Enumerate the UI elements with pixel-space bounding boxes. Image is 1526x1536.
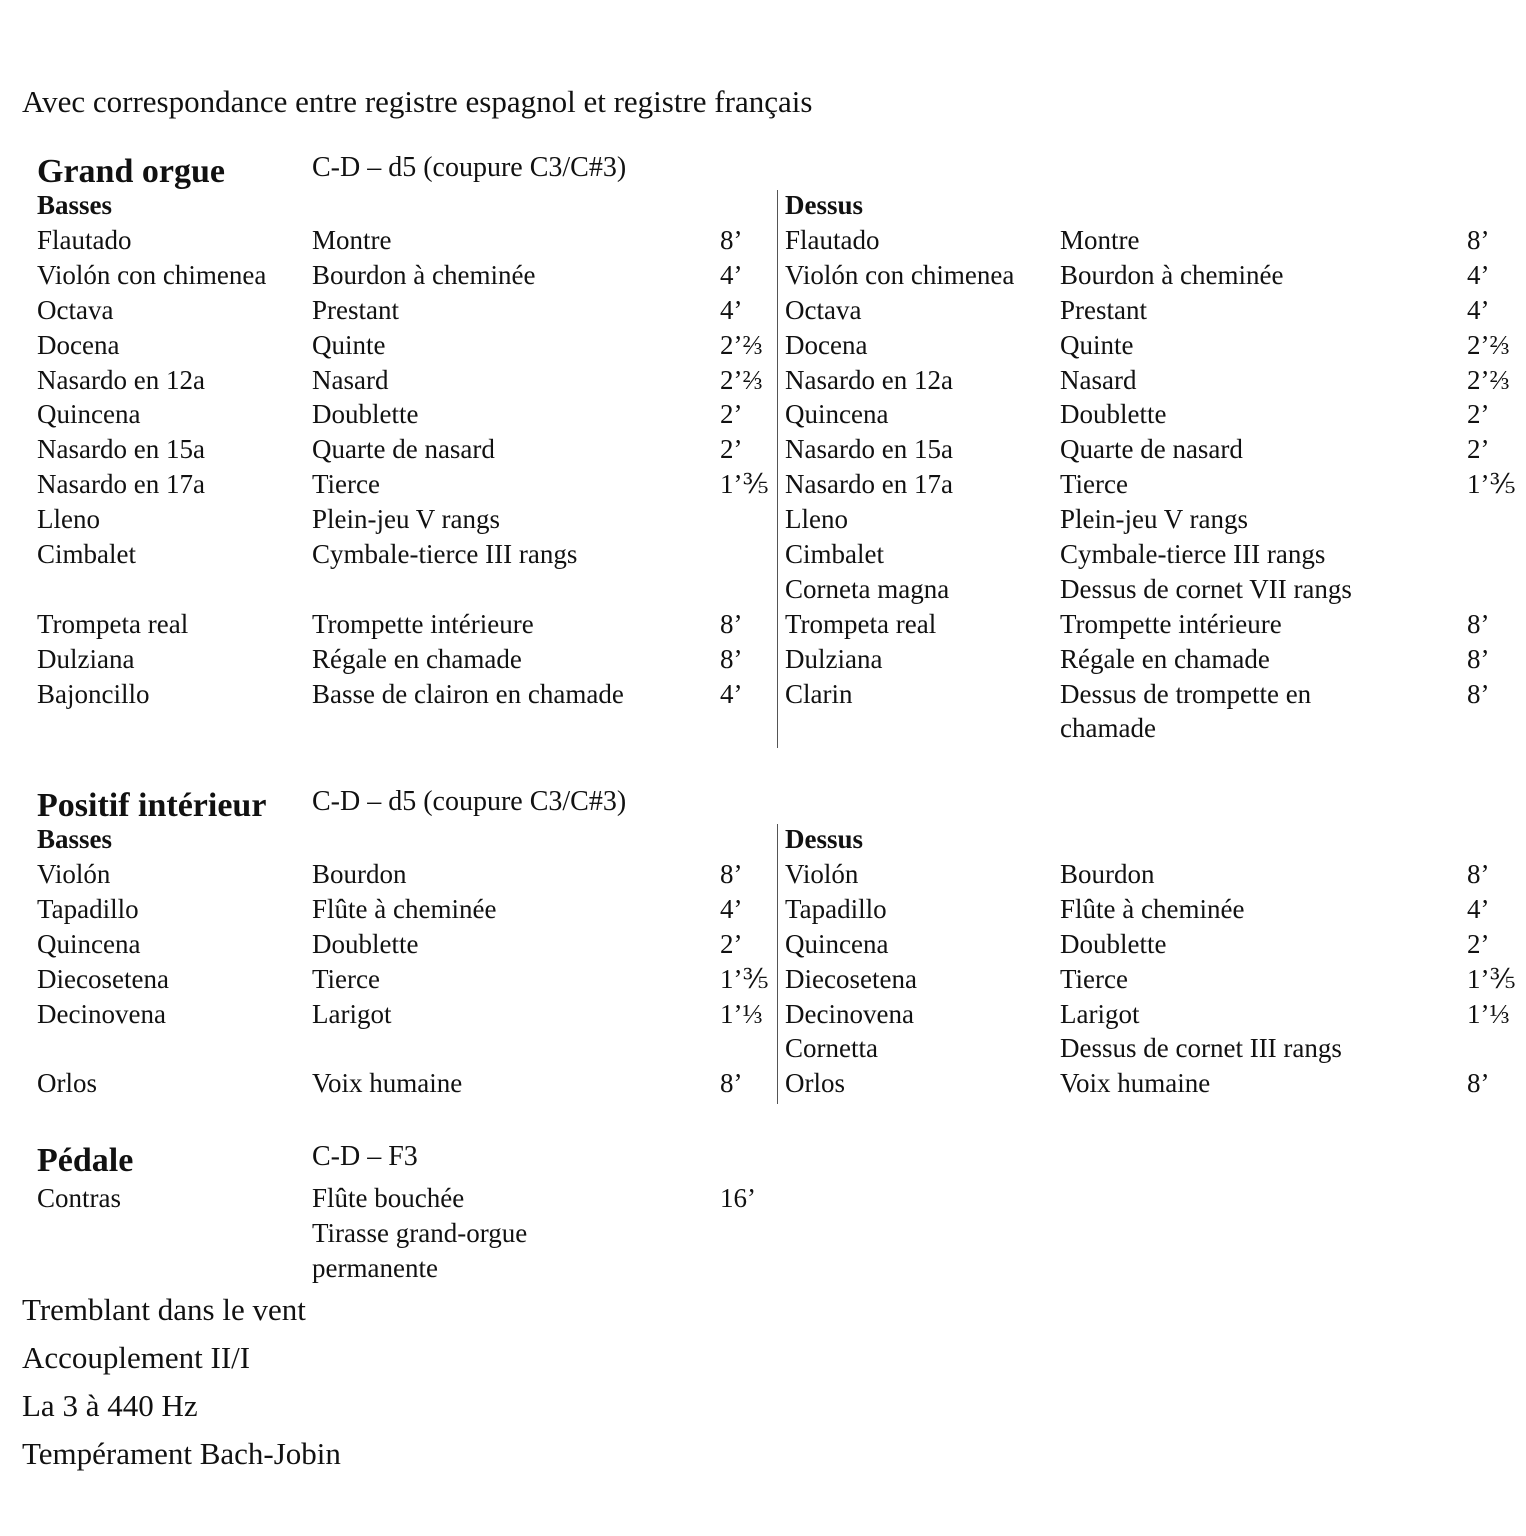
- french-stop-name: Bourdon à cheminée: [1060, 259, 1284, 290]
- spanish-stop-name: Nasardo en 17a: [37, 469, 205, 500]
- stop-row: [37, 1181, 767, 1216]
- stop-footage: 2’⅔: [720, 364, 763, 395]
- french-stop-name: Quinte: [312, 329, 386, 360]
- stop-row: [785, 892, 1525, 927]
- french-stop-name: Tierce: [1060, 469, 1128, 500]
- spanish-stop-name: Cimbalet: [785, 539, 884, 570]
- french-stop-name: Basse de clairon en chamade: [312, 678, 624, 709]
- dessus-heading: Dessus: [785, 824, 864, 854]
- stop-footage: 2’⅔: [1467, 364, 1510, 395]
- stop-row: [37, 1031, 767, 1066]
- french-stop-name: Cymbale-tierce III rangs: [312, 539, 578, 570]
- spanish-stop-name: Lleno: [785, 504, 848, 535]
- french-stop-name: Tierce: [312, 963, 380, 994]
- stop-row: [785, 1066, 1525, 1101]
- pedale-stops: [37, 1181, 767, 1286]
- stop-row: [785, 258, 1525, 293]
- stop-footage: 8’: [1467, 678, 1490, 709]
- stop-footage: 8’: [720, 1068, 743, 1099]
- stop-row: [785, 467, 1525, 502]
- spanish-stop-name: Nasardo en 15a: [37, 434, 205, 465]
- stop-footage: 4’: [720, 259, 743, 290]
- stop-footage: 1’⅓: [1467, 998, 1510, 1029]
- stop-footage: 2’: [720, 399, 743, 430]
- division-range: C-D – F3: [312, 1141, 418, 1172]
- french-stop-name: Nasard: [1060, 364, 1137, 395]
- stop-row: [37, 927, 767, 962]
- french-stop-name: Plein-jeu V rangs: [312, 504, 500, 535]
- spanish-stop-name: Octava: [785, 294, 862, 325]
- spanish-stop-name: Cimbalet: [37, 539, 136, 570]
- spanish-stop-name: Violón: [37, 859, 111, 889]
- grand-orgue-basses: [37, 188, 767, 711]
- french-stop-name: Tirasse grand-orgue permanente: [312, 1217, 528, 1283]
- stop-footage: 2’: [1467, 434, 1490, 465]
- stop-footage: 1’⅗: [720, 963, 769, 994]
- stop-footage: 2’: [720, 928, 743, 959]
- spanish-stop-name: Diecosetena: [37, 963, 169, 994]
- french-stop-name: Régale en chamade: [1060, 643, 1270, 674]
- stop-footage: 4’: [1467, 259, 1490, 290]
- stop-row: [37, 892, 767, 927]
- stop-row: [785, 328, 1525, 363]
- stop-row: [37, 258, 767, 293]
- stop-row: [37, 962, 767, 997]
- stop-footage: 4’: [720, 294, 743, 325]
- french-stop-name: Prestant: [1060, 294, 1147, 325]
- stop-row: [785, 432, 1525, 467]
- spanish-stop-name: Quincena: [37, 928, 141, 959]
- french-stop-name: Voix humaine: [1060, 1068, 1211, 1099]
- stop-footage: 8’: [720, 608, 743, 639]
- spanish-stop-name: Quincena: [37, 399, 141, 430]
- french-stop-name: Quarte de nasard: [1060, 434, 1243, 465]
- stop-footage: 8’: [720, 225, 743, 255]
- spanish-stop-name: Quincena: [785, 399, 889, 430]
- stop-row: [785, 363, 1525, 398]
- french-stop-name: Dessus de cornet III rangs: [1060, 1033, 1342, 1064]
- spanish-stop-name: Dulziana: [37, 643, 135, 674]
- stop-row: [785, 397, 1525, 432]
- spanish-stop-name: Decinovena: [37, 998, 166, 1029]
- stop-row: [785, 927, 1525, 962]
- stop-row: [785, 962, 1525, 997]
- french-stop-name: Flûte à cheminée: [312, 893, 497, 924]
- grand-orgue-dessus: [785, 188, 1525, 747]
- french-stop-name: Flûte à cheminée: [1060, 893, 1245, 924]
- french-stop-name: Quarte de nasard: [312, 434, 495, 465]
- spanish-stop-name: Violón con chimenea: [37, 259, 267, 290]
- stop-row: [785, 1031, 1525, 1066]
- spanish-stop-name: Orlos: [785, 1068, 845, 1099]
- stop-footage: 4’: [720, 678, 743, 709]
- french-stop-name: Doublette: [1060, 928, 1167, 959]
- stop-footage: 8’: [1467, 225, 1490, 255]
- stop-footage: 2’⅔: [720, 329, 763, 360]
- stop-row: [37, 502, 767, 537]
- stop-row: [785, 502, 1525, 537]
- spanish-stop-name: Flautado: [37, 225, 132, 255]
- french-stop-name: Dessus de trompette en chamade: [1060, 678, 1312, 744]
- stop-row: [37, 572, 767, 607]
- spanish-stop-name: Clarin: [785, 678, 853, 709]
- french-stop-name: Larigot: [1060, 998, 1140, 1029]
- stop-row: [37, 223, 767, 258]
- spanish-stop-name: Nasardo en 12a: [785, 364, 953, 395]
- stop-row: [785, 997, 1525, 1032]
- french-stop-name: Doublette: [1060, 399, 1167, 430]
- french-stop-name: Prestant: [312, 294, 399, 325]
- spanish-stop-name: Contras: [37, 1183, 121, 1213]
- stop-row: [37, 1216, 767, 1286]
- division-range: C-D – d5 (coupure C3/C#3): [312, 152, 627, 183]
- stop-row: [785, 607, 1525, 642]
- stop-footage: 8’: [720, 859, 743, 889]
- stop-row: [37, 677, 767, 712]
- stop-footage: 8’: [1467, 1068, 1490, 1099]
- french-stop-name: Cymbale-tierce III rangs: [1060, 539, 1326, 570]
- stop-footage: 1’⅓: [720, 998, 763, 1029]
- french-stop-name: Tierce: [312, 469, 380, 500]
- stop-footage: 2’: [1467, 399, 1490, 430]
- stop-footage: 8’: [1467, 643, 1490, 674]
- footer-line: La 3 à 440 Hz: [22, 1388, 198, 1423]
- stop-row: [785, 857, 1525, 892]
- stop-row: [37, 537, 767, 572]
- french-stop-name: Trompette intérieure: [312, 608, 534, 639]
- positif-dessus: [785, 822, 1525, 1101]
- footer-line: Tremblant dans le vent: [22, 1292, 306, 1327]
- french-stop-name: Tierce: [1060, 963, 1128, 994]
- french-stop-name: Dessus de cornet VII rangs: [1060, 573, 1352, 604]
- intro-text: Avec correspondance entre registre espagnol et registre français: [22, 84, 813, 119]
- spanish-stop-name: Quincena: [785, 928, 889, 959]
- column-divider: [777, 190, 778, 748]
- spanish-stop-name: Orlos: [37, 1068, 97, 1099]
- stop-row: [785, 223, 1525, 258]
- spanish-stop-name: Tapadillo: [37, 893, 139, 924]
- french-stop-name: Nasard: [312, 364, 389, 395]
- french-stop-name: Doublette: [312, 928, 419, 959]
- stop-row: [37, 857, 767, 892]
- positif-basses: [37, 822, 767, 1101]
- dessus-heading: Dessus: [785, 190, 864, 220]
- stop-row: [785, 572, 1525, 607]
- french-stop-name: Bourdon: [1060, 859, 1155, 889]
- spanish-stop-name: Violón: [785, 859, 859, 889]
- stop-row: [785, 642, 1525, 677]
- stop-row: [37, 432, 767, 467]
- stop-row: [37, 363, 767, 398]
- french-stop-name: Bourdon à cheminée: [312, 259, 536, 290]
- footer-notes: [22, 1290, 341, 1482]
- stop-row: [37, 397, 767, 432]
- division-title: Positif intérieur: [37, 787, 267, 824]
- spanish-stop-name: Bajoncillo: [37, 678, 150, 709]
- stop-row: [37, 328, 767, 363]
- stop-row: [37, 607, 767, 642]
- stop-row: [37, 997, 767, 1032]
- basses-heading: Basses: [37, 824, 113, 854]
- footer-line: Tempérament Bach-Jobin: [22, 1436, 341, 1471]
- spanish-stop-name: Nasardo en 12a: [37, 364, 205, 395]
- french-stop-name: Larigot: [312, 998, 392, 1029]
- french-stop-name: Quinte: [1060, 329, 1134, 360]
- stop-row: [37, 467, 767, 502]
- stop-row: [37, 642, 767, 677]
- french-stop-name: Plein-jeu V rangs: [1060, 504, 1248, 535]
- french-stop-name: Régale en chamade: [312, 643, 522, 674]
- french-stop-name: Bourdon: [312, 859, 407, 889]
- basses-heading: Basses: [37, 190, 113, 220]
- stop-row: [785, 677, 1525, 747]
- french-stop-name: Voix humaine: [312, 1068, 463, 1099]
- stop-footage: 1’⅗: [720, 469, 769, 500]
- stop-row: [37, 1066, 767, 1101]
- french-stop-name: Trompette intérieure: [1060, 608, 1282, 639]
- stop-footage: 2’: [1467, 928, 1490, 959]
- division-title: Grand orgue: [37, 153, 225, 190]
- spanish-stop-name: Diecosetena: [785, 963, 917, 994]
- stop-footage: 8’: [1467, 608, 1490, 639]
- french-stop-name: Doublette: [312, 399, 419, 430]
- stop-footage: 2’: [720, 434, 743, 465]
- spanish-stop-name: Lleno: [37, 504, 100, 535]
- stop-footage: 4’: [720, 893, 743, 924]
- stop-footage: 1’⅗: [1467, 963, 1516, 994]
- stop-footage: 16’: [720, 1183, 756, 1213]
- spanish-stop-name: Violón con chimenea: [785, 259, 1015, 290]
- spanish-stop-name: Decinovena: [785, 998, 914, 1029]
- spanish-stop-name: Docena: [785, 329, 868, 360]
- spanish-stop-name: Trompeta real: [785, 608, 937, 639]
- footer-line: Accouplement II/I: [22, 1340, 251, 1375]
- spanish-stop-name: Tapadillo: [785, 893, 887, 924]
- stop-footage: 2’⅔: [1467, 329, 1510, 360]
- column-divider: [777, 824, 778, 1104]
- stop-footage: 1’⅗: [1467, 469, 1516, 500]
- stop-row: [785, 293, 1525, 328]
- french-stop-name: Montre: [312, 225, 392, 255]
- spanish-stop-name: Dulziana: [785, 643, 883, 674]
- stop-footage: 4’: [1467, 294, 1490, 325]
- stop-row: [37, 293, 767, 328]
- stop-row: [785, 537, 1525, 572]
- division-title: Pédale: [37, 1142, 134, 1179]
- stop-footage: 8’: [1467, 859, 1490, 889]
- spanish-stop-name: Cornetta: [785, 1033, 878, 1064]
- spanish-stop-name: Nasardo en 17a: [785, 469, 953, 500]
- spanish-stop-name: Nasardo en 15a: [785, 434, 953, 465]
- spanish-stop-name: Flautado: [785, 225, 880, 255]
- spanish-stop-name: Corneta magna: [785, 573, 950, 604]
- division-range: C-D – d5 (coupure C3/C#3): [312, 786, 627, 817]
- french-stop-name: Flûte bouchée: [312, 1183, 465, 1213]
- stop-footage: 4’: [1467, 893, 1490, 924]
- spanish-stop-name: Octava: [37, 294, 114, 325]
- stop-footage: 8’: [720, 643, 743, 674]
- french-stop-name: Montre: [1060, 225, 1140, 255]
- spanish-stop-name: Docena: [37, 329, 120, 360]
- spanish-stop-name: Trompeta real: [37, 608, 189, 639]
